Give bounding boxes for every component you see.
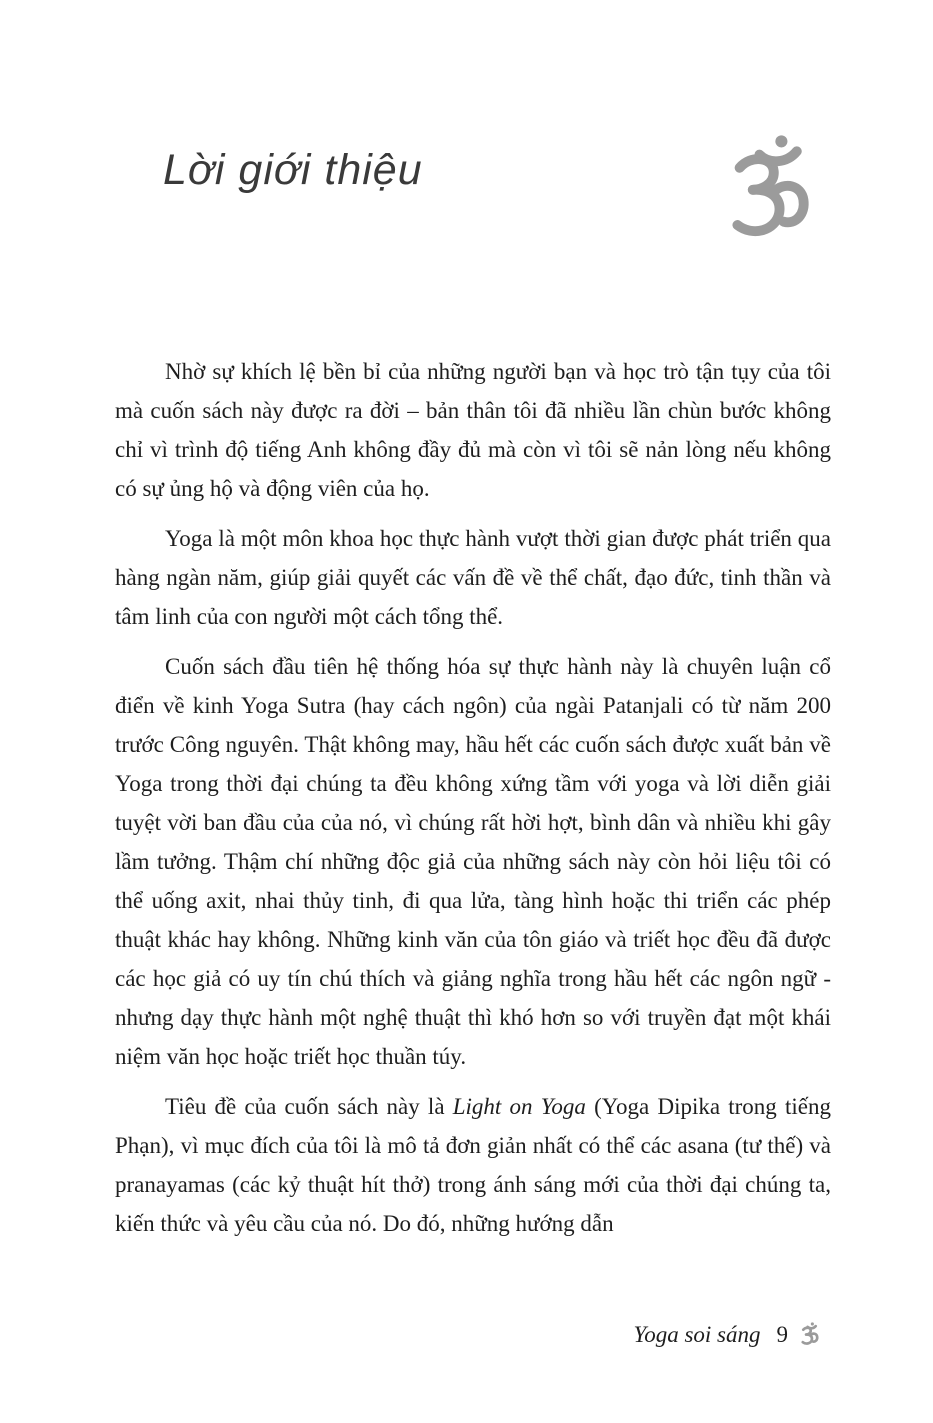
paragraph (115, 519, 831, 636)
paragraph (115, 352, 831, 508)
paragraph (115, 647, 831, 1076)
paragraph-segment: Cuốn sách đầu tiên hệ thống hóa sự thực hành này là chuyên luận cổ điển về kinh Yoga Sutra (hay cách ngôn) của ngài Patanjali có từ năm 200 trước Công nguyên. Thật không may, hầu hết các cuốn sách được xuất bản về Yoga trong thời đại chúng ta đều không xứng tầm với yoga và lời diễn giải tuyệt vời ban đầu của của nó, vì chúng rất hời hợt, bình dân và nhiều khi gây lầm tưởng. Thậm chí những độc giả của những sách này còn hỏi liệu tôi có thể uống axit, nhai thủy tinh, đi qua lửa, tàng hình hoặc thi triển các phép thuật khác hay không. Những kinh văn của tôn giáo và triết học đều đã được các học giả có uy tín chú thích và giảng nghĩa trong hầu hết các ngôn ngữ - nhưng dạy thực hành một nghệ thuật thì khó hơn so với truyền đạt một khái niệm văn học hoặc triết học thuần túy. (115, 654, 831, 1069)
footer-book-title: Yoga soi sáng (633, 1322, 761, 1347)
paragraph-italic-segment: Light on Yoga (452, 1094, 586, 1119)
chapter-title: Lời giới thiệu (163, 146, 423, 194)
footer-page-number: 9 (776, 1322, 788, 1347)
paragraph-segment: Tiêu đề của cuốn sách này là (165, 1094, 453, 1119)
body-paragraphs (115, 352, 831, 1243)
page-footer (634, 1322, 821, 1348)
om-icon (711, 133, 821, 251)
paragraph-segment: Nhờ sự khích lệ bền bỉ của những người bạn và học trò tận tụy của tôi mà cuốn sách này được ra đời – bản thân tôi đã nhiều lần chùn bước không chỉ vì trình độ tiếng Anh không đầy đủ mà còn vì tôi sẽ nản lòng nếu không có sự ủng hộ và động viên của họ. (115, 359, 831, 501)
paragraph-segment: Yoga là một môn khoa học thực hành vượt thời gian được phát triển qua hàng ngàn năm, giúp giải quyết các vấn đề về thể chất, đạo đức, tinh thần và tâm linh của con người một cách tổng thể. (115, 526, 831, 629)
paragraph (115, 1087, 831, 1243)
paragraph-segment: (Yoga Dipika trong tiếng Phạn), vì mục đích của tôi là mô tả đơn giản nhất có thể các asana (tư thế) và pranayamas (các kỷ thuật hít thở) trong ánh sáng mới của thời đại chúng ta, kiến thức và yêu cầu của nó. Do đó, những hướng dẫn (115, 1094, 831, 1236)
om-icon-small (797, 1322, 821, 1348)
